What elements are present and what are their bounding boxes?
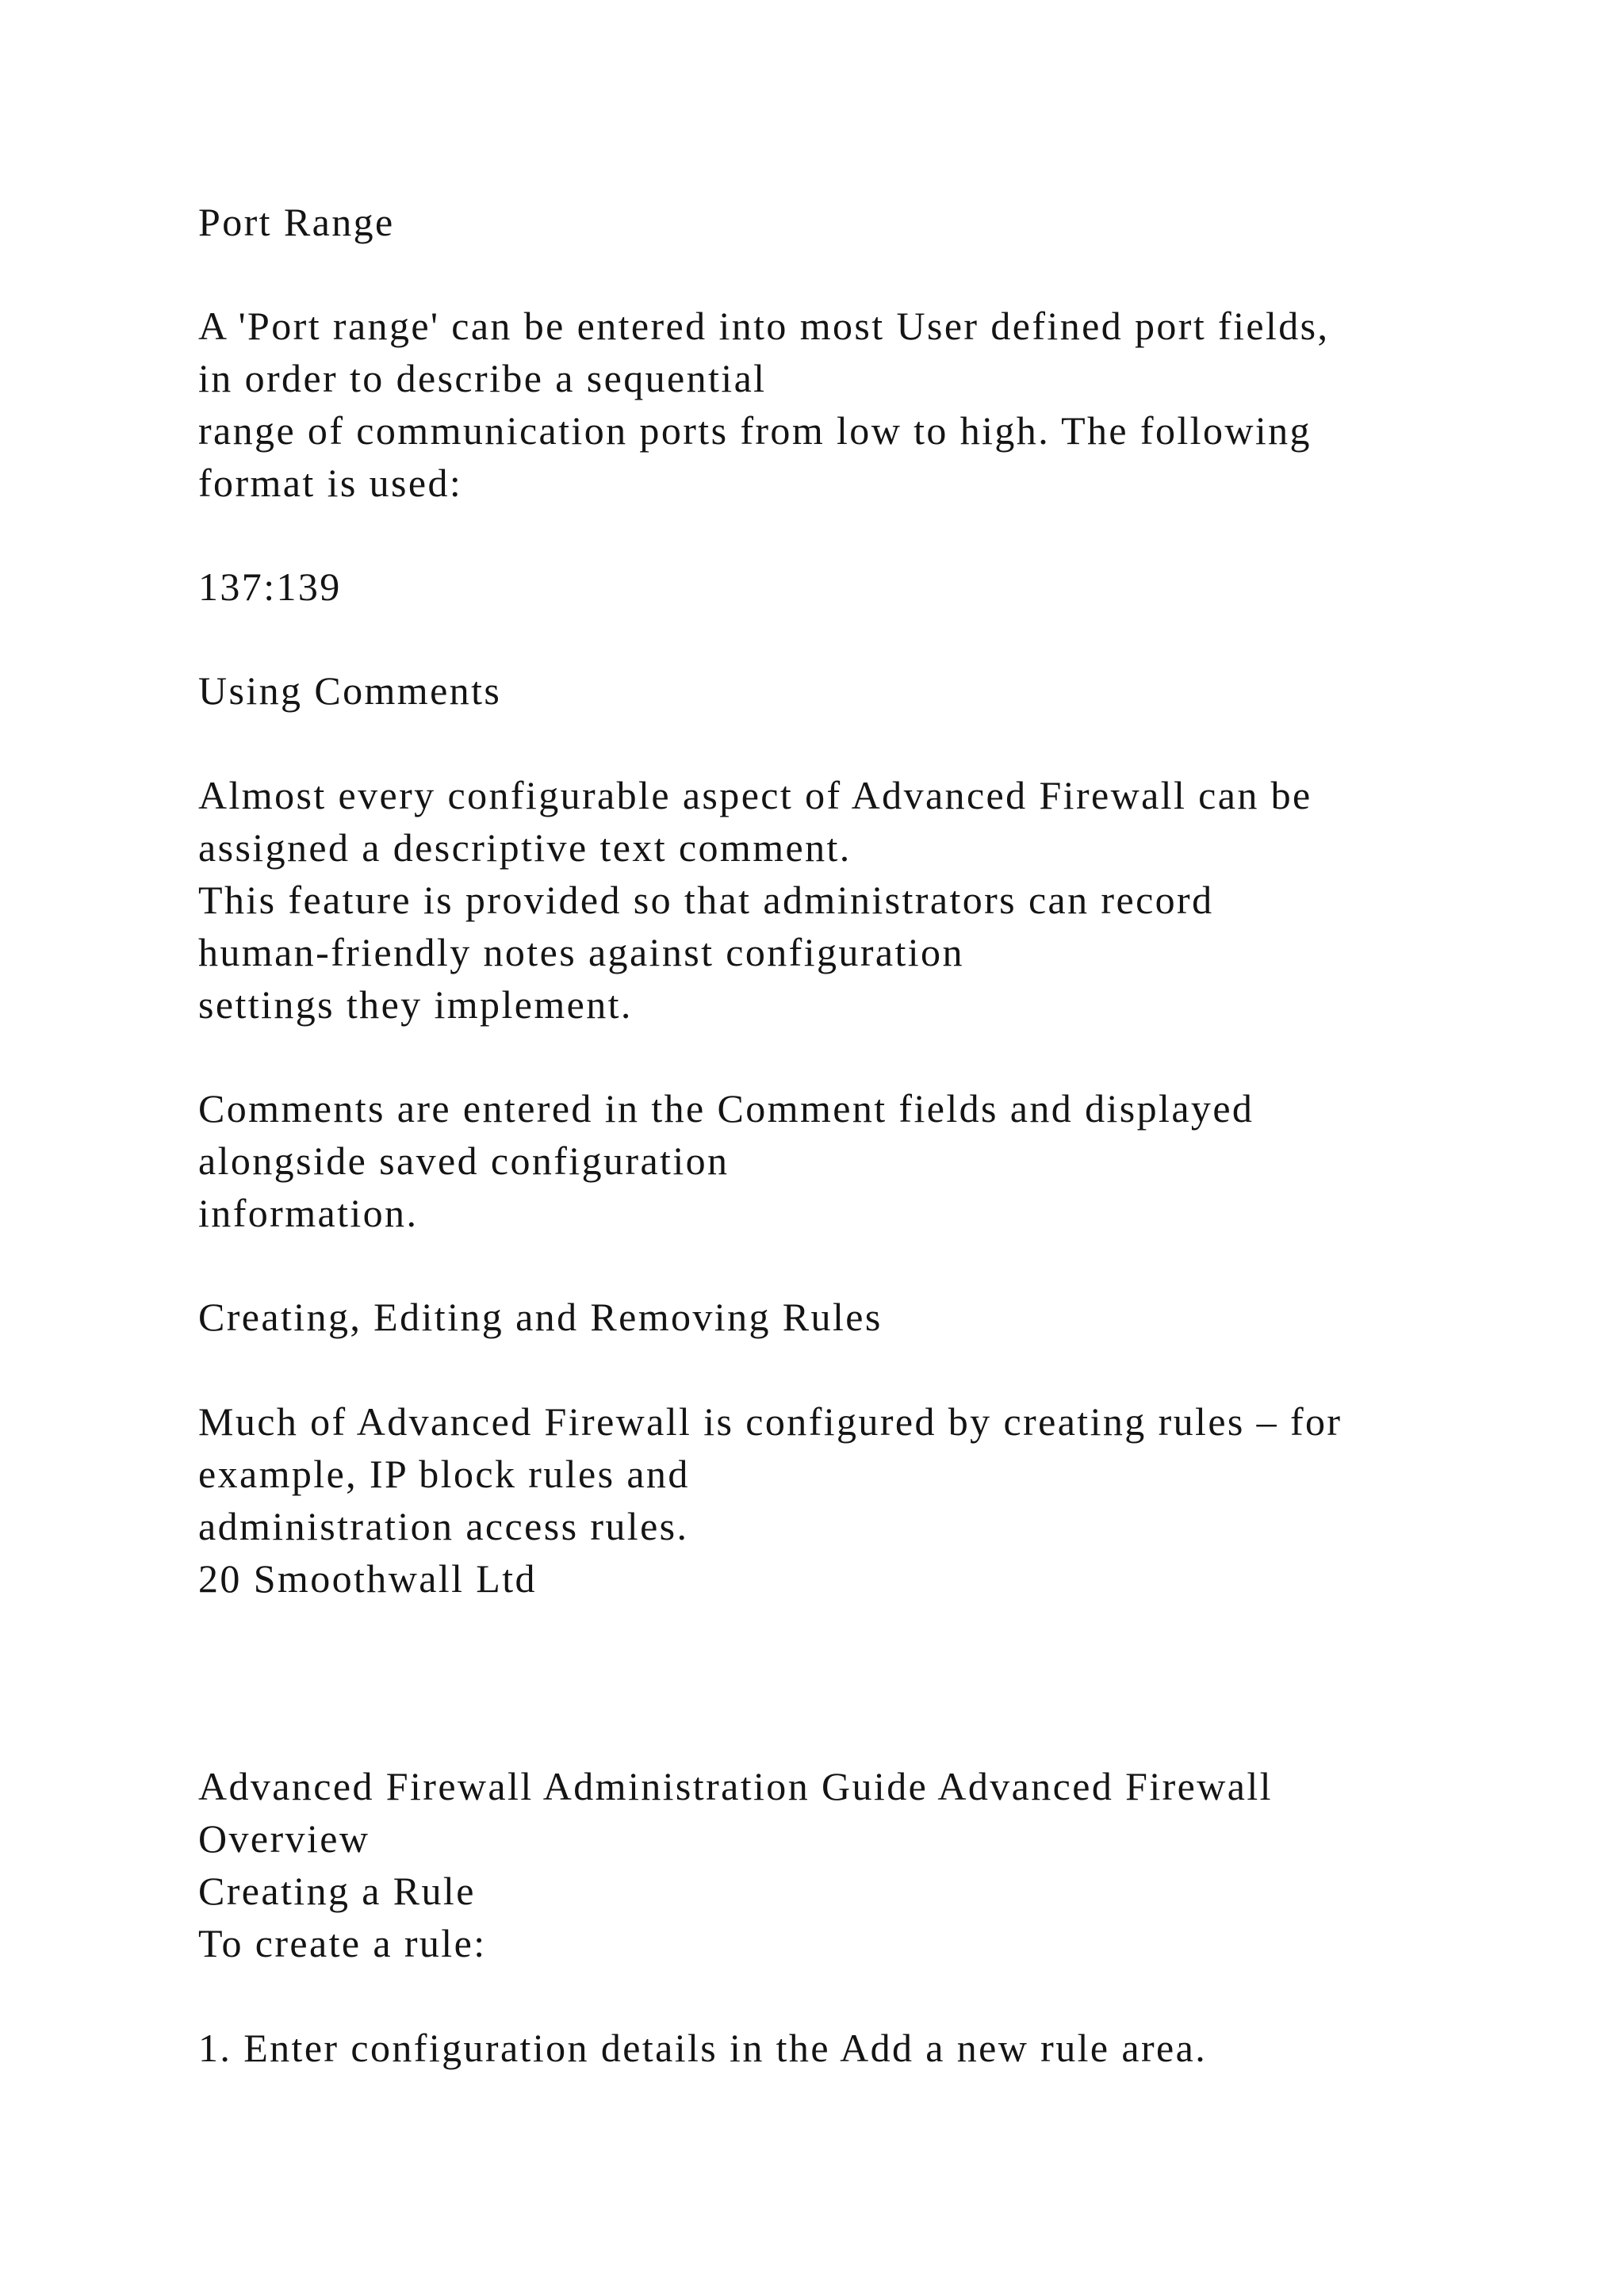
paragraph-line: format is used:: [198, 461, 463, 505]
page-footer: 20 Smoothwall Ltd: [198, 1556, 537, 1601]
paragraph-line: To create a rule:: [198, 1921, 487, 1965]
paragraph-line: assigned a descriptive text comment.: [198, 825, 852, 870]
paragraph-line: Much of Advanced Firewall is configured by creating rules – for: [198, 1399, 1342, 1444]
paragraph-line: human-friendly notes against configuration: [198, 930, 964, 974]
paragraph-line: alongside saved configuration: [198, 1138, 730, 1183]
paragraph-line: Comments are entered in the Comment fields and displayed: [198, 1086, 1254, 1131]
paragraph-line: example, IP block rules and: [198, 1452, 690, 1496]
paragraph-line: settings they implement.: [198, 982, 633, 1027]
page-header-title: Advanced Firewall Administration Guide Advanced Firewall: [198, 1764, 1273, 1808]
heading-using-comments: Using Comments: [198, 668, 502, 713]
port-range-example: 137:139: [198, 564, 342, 609]
paragraph-line: range of communication ports from low to high. The following: [198, 408, 1312, 453]
paragraph-line: A 'Port range' can be entered into most User defined port fields,: [198, 304, 1330, 348]
paragraph-line: information.: [198, 1191, 419, 1235]
heading-creating-editing-removing-rules: Creating, Editing and Removing Rules: [198, 1295, 883, 1339]
page-header-subtitle: Overview: [198, 1816, 370, 1861]
paragraph-line: administration access rules.: [198, 1504, 689, 1548]
heading-port-range: Port Range: [198, 200, 395, 244]
paragraph-line: This feature is provided so that administrators can record: [198, 878, 1214, 922]
paragraph-line: Almost every configurable aspect of Advanced Firewall can be: [198, 773, 1312, 817]
list-item: 1. Enter configuration details in the Add a new rule area.: [198, 2026, 1208, 2070]
paragraph-line: in order to describe a sequential: [198, 356, 767, 400]
heading-creating-a-rule: Creating a Rule: [198, 1869, 476, 1913]
